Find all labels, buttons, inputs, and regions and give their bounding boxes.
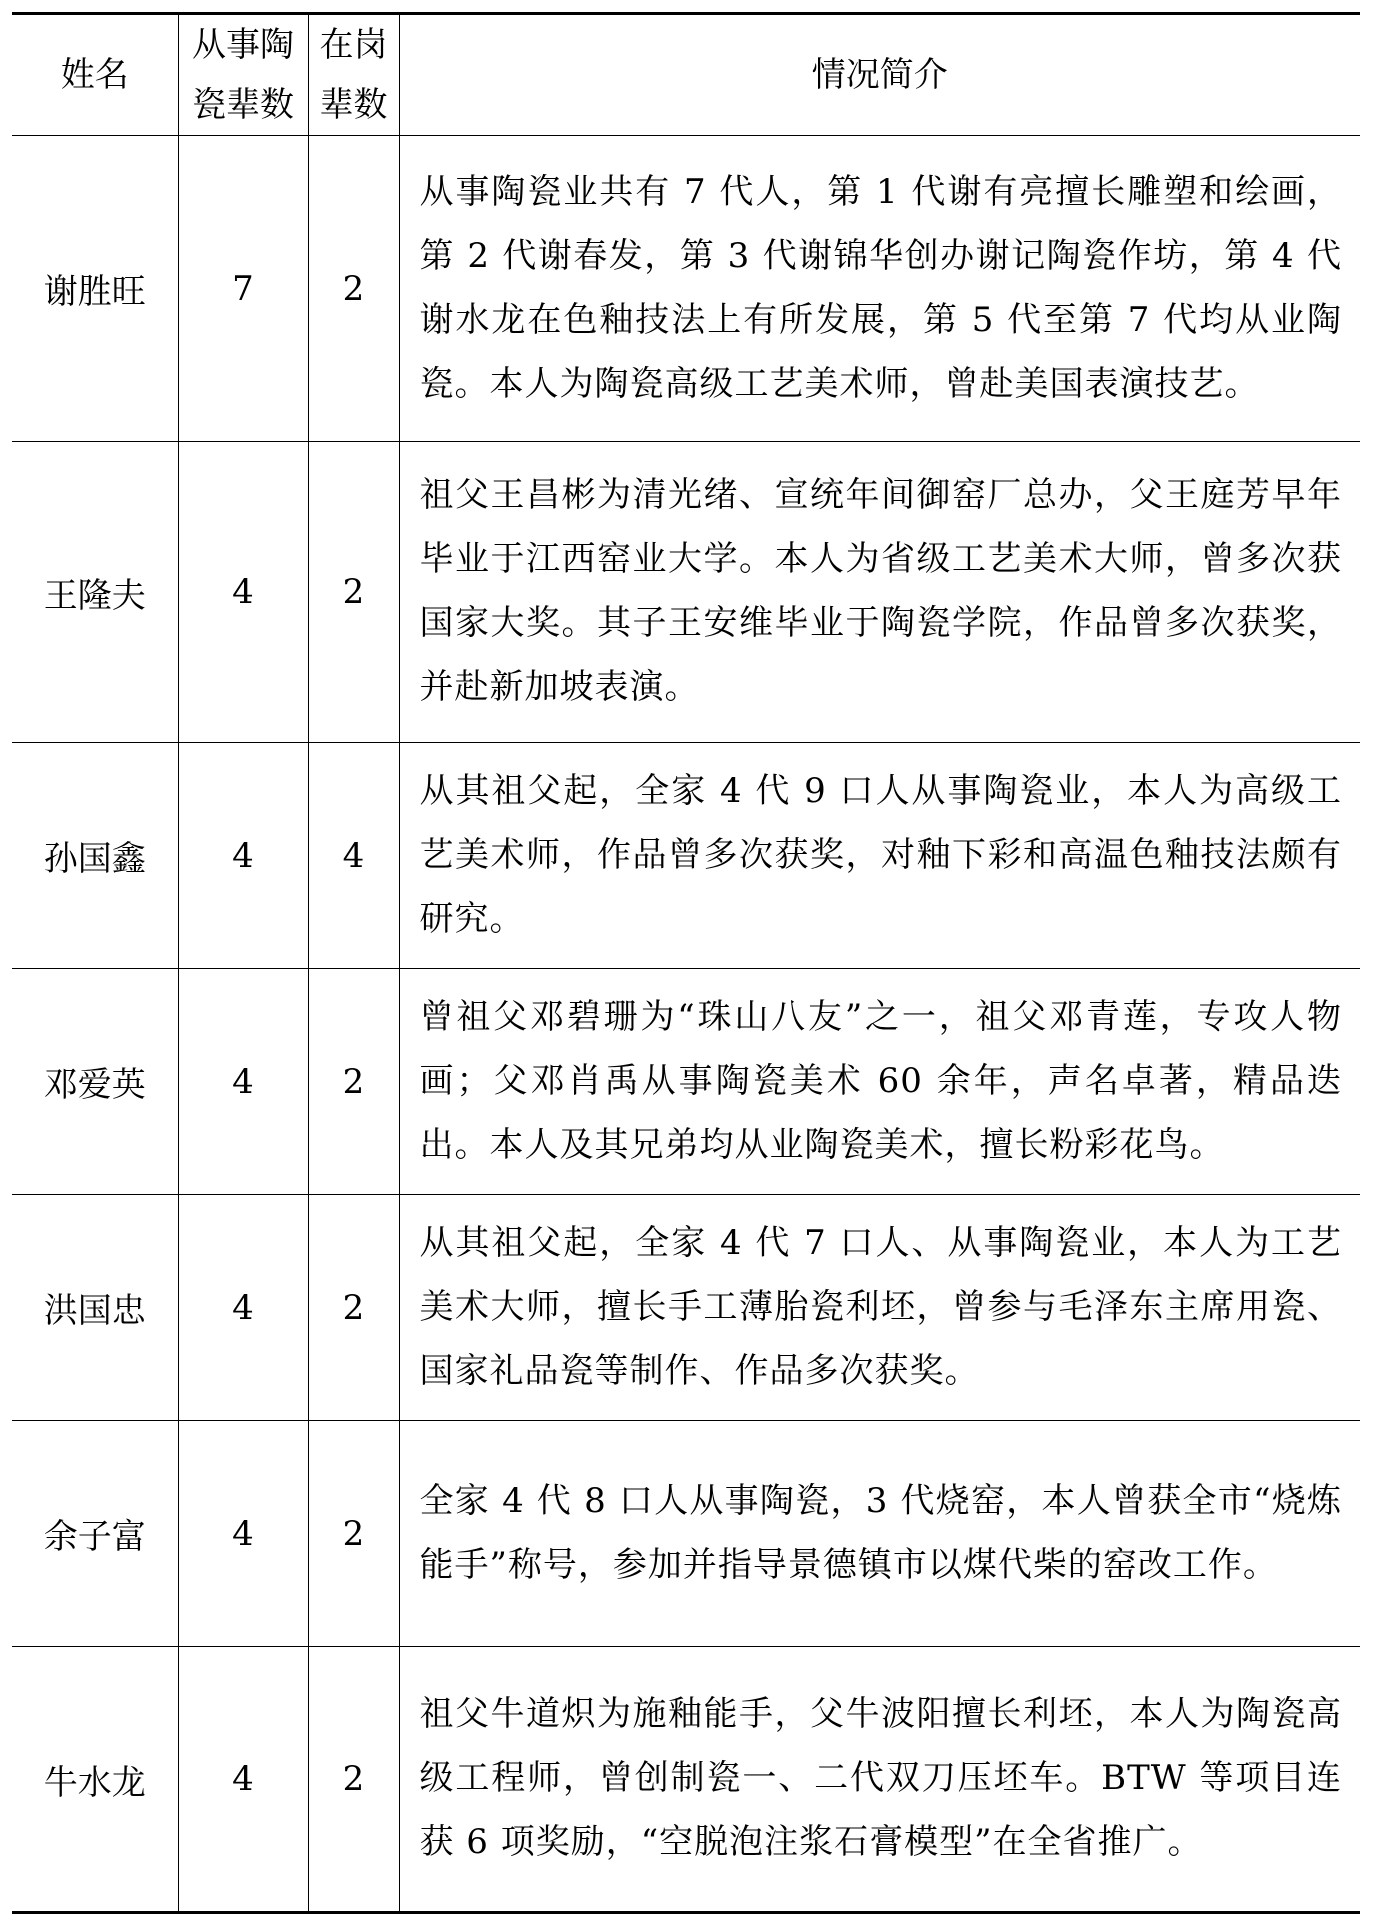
cell-on-post: 2: [308, 1647, 399, 1913]
cell-on-post: 4: [308, 743, 399, 969]
cell-description: 全家 4 代 8 口人从事陶瓷，3 代烧窑，本人曾获全市“烧炼能手”称号，参加并指导景德镇市以煤代柴的窑改工作。: [399, 1421, 1360, 1647]
cell-description: 从其祖父起，全家 4 代 9 口人从事陶瓷业，本人为高级工艺美术师，作品曾多次获奖，对釉下彩和高温色釉技法颇有研究。: [399, 743, 1360, 969]
header-on-post-line2: 辈数: [319, 85, 388, 125]
cell-generations: 4: [178, 743, 308, 969]
cell-generations: 4: [178, 1195, 308, 1421]
header-on-post: [308, 14, 399, 136]
header-generations: [178, 14, 308, 136]
table-row: [12, 743, 1360, 969]
cell-name: 牛水龙: [12, 1647, 178, 1913]
cell-generations: 4: [178, 969, 308, 1195]
cell-on-post: 2: [308, 969, 399, 1195]
cell-name: 王隆夫: [12, 442, 178, 743]
header-on-post-line1: 在岗: [319, 25, 388, 65]
cell-on-post: 2: [308, 442, 399, 743]
table-row: [12, 1195, 1360, 1421]
table-row: [12, 442, 1360, 743]
cell-description: 祖父牛道炽为施釉能手，父牛波阳擅长利坯，本人为陶瓷高级工程师，曾创制瓷一、二代双刀压坯车。BTW 等项目连获 6 项奖励，“空脱泡注浆石膏模型”在全省推广。: [399, 1647, 1360, 1913]
cell-generations: 4: [178, 1421, 308, 1647]
cell-description: 祖父王昌彬为清光绪、宣统年间御窑厂总办，父王庭芳早年毕业于江西窑业大学。本人为省级工艺美术大师，曾多次获国家大奖。其子王安维毕业于陶瓷学院，作品曾多次获奖，并赴新加坡表演。: [399, 442, 1360, 743]
ceramic-families-table: [12, 12, 1360, 1914]
table-row: [12, 1647, 1360, 1913]
cell-description: 曾祖父邓碧珊为“珠山八友”之一，祖父邓青莲，专攻人物画；父邓肖禹从事陶瓷美术 60 余年，声名卓著，精品迭出。本人及其兄弟均从业陶瓷美术，擅长粉彩花鸟。: [399, 969, 1360, 1195]
document-page: [12, 12, 1360, 1914]
cell-name: 洪国忠: [12, 1195, 178, 1421]
table-row: [12, 1421, 1360, 1647]
cell-generations: 4: [178, 1647, 308, 1913]
table-row: [12, 136, 1360, 442]
cell-name: 邓爱英: [12, 969, 178, 1195]
cell-description: 从事陶瓷业共有 7 代人，第 1 代谢有亮擅长雕塑和绘画，第 2 代谢春发，第 3 代谢锦华创办谢记陶瓷作坊，第 4 代谢水龙在色釉技法上有所发展，第 5 代至第 7 代均从业陶瓷。本人为陶瓷高级工艺美术师，曾赴美国表演技艺。: [399, 136, 1360, 442]
table-header-row: [12, 14, 1360, 136]
cell-description: 从其祖父起，全家 4 代 7 口人、从事陶瓷业，本人为工艺美术大师，擅长手工薄胎瓷利坯，曾参与毛泽东主席用瓷、国家礼品瓷等制作、作品多次获奖。: [399, 1195, 1360, 1421]
cell-on-post: 2: [308, 136, 399, 442]
cell-generations: 7: [178, 136, 308, 442]
cell-name: 谢胜旺: [12, 136, 178, 442]
table-row: [12, 969, 1360, 1195]
header-generations-line2: 瓷辈数: [192, 85, 294, 125]
header-description: 情况简介: [399, 14, 1360, 136]
cell-name: 余子富: [12, 1421, 178, 1647]
cell-on-post: 2: [308, 1421, 399, 1647]
cell-generations: 4: [178, 442, 308, 743]
header-generations-line1: 从事陶: [192, 25, 294, 65]
cell-name: 孙国鑫: [12, 743, 178, 969]
header-name: 姓名: [12, 14, 178, 136]
cell-on-post: 2: [308, 1195, 399, 1421]
